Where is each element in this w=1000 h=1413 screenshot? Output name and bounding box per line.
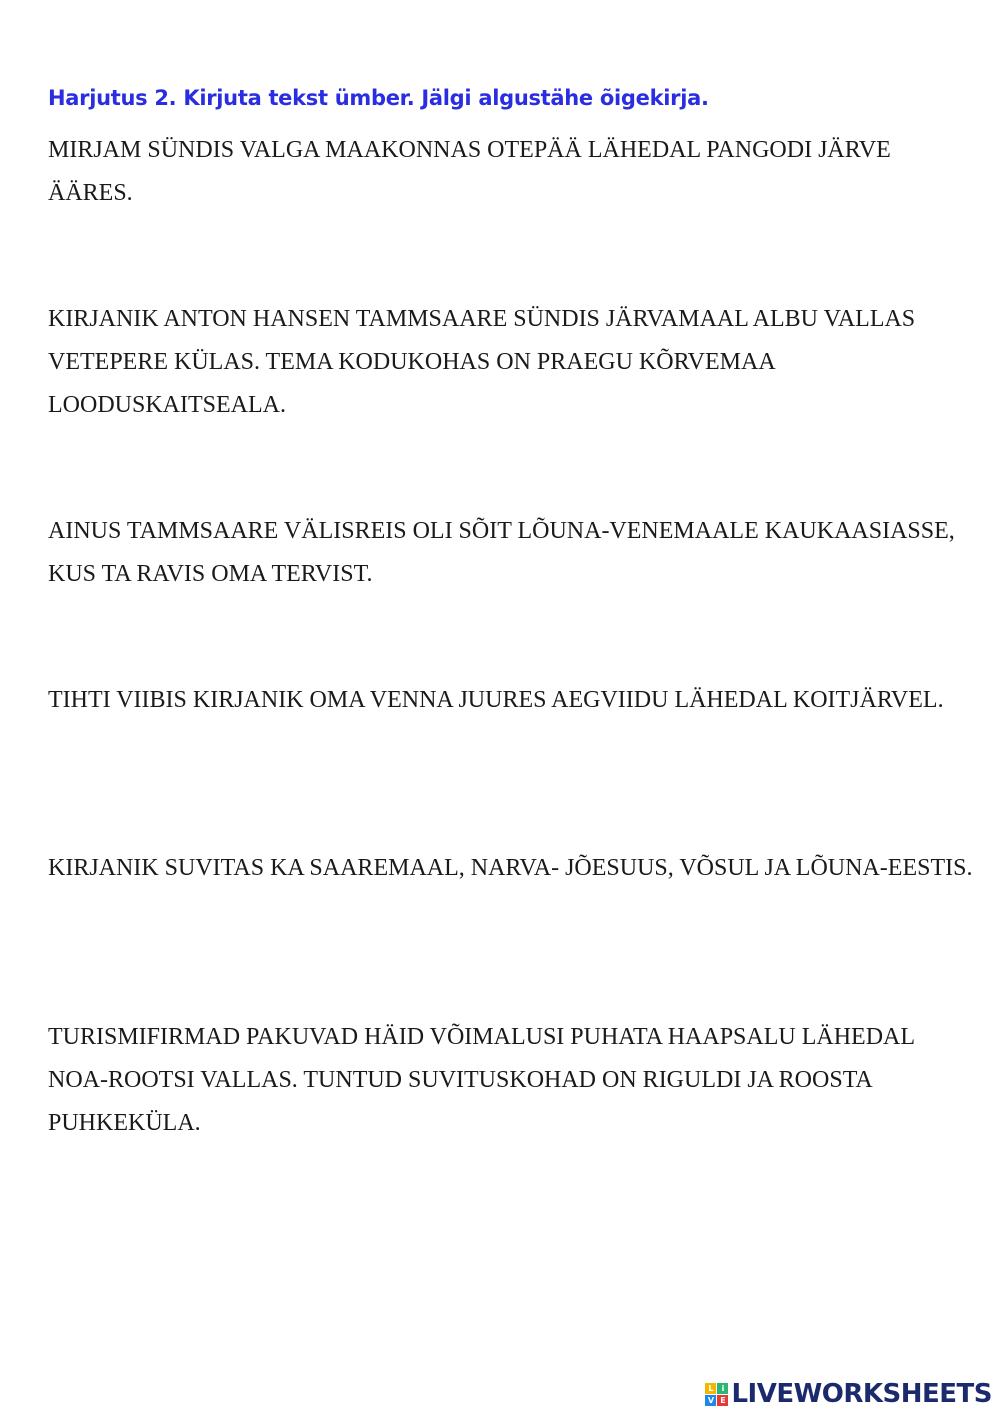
exercise-heading: Harjutus 2. Kirjuta tekst ümber. Jälgi algustähe õigekirja. — [48, 86, 709, 110]
paragraph-5: KIRJANIK SUVITAS KA SAAREMAAL, NARVA- JÕESUUS, VÕSUL JA LÕUNA-EESTIS. — [48, 855, 973, 881]
brand-name: LIVEWORKSHEETS — [731, 1379, 992, 1409]
logo-letter-l: L — [705, 1383, 716, 1394]
paragraph-3: AINUS TAMMSAARE VÄLISREIS OLI SÕIT LÕUNA-VENEMAALE KAUKAASIASSE, KUS TA RAVIS OMA TERVIST. — [48, 518, 955, 587]
paragraph-1: MIRJAM SÜNDIS VALGA MAAKONNAS OTEPÄÄ LÄHEDAL PANGODI JÄRVE ÄÄRES. — [48, 137, 891, 206]
liveworksheets-logo-icon — [705, 1383, 728, 1406]
paragraph-2: KIRJANIK ANTON HANSEN TAMMSAARE SÜNDIS JÄRVAMAAL ALBU VALLAS VETEPERE KÜLAS. TEMA KODUKOHAS ON PRAEGU KÕRVEMAA LOODUSKAITSEALA. — [48, 306, 916, 418]
liveworksheets-logo — [705, 1379, 992, 1409]
paragraph-6: TURISMIFIRMAD PAKUVAD HÄID VÕIMALUSI PUHATA HAAPSALU LÄHEDAL NOA-ROOTSI VALLAS. TUNTUD SUVITUSKOHAD ON RIGULDI JA ROOSTA PUHKEKÜLA. — [48, 1024, 915, 1136]
logo-letter-i: i — [717, 1383, 728, 1394]
logo-letter-v: V — [705, 1395, 716, 1406]
logo-letter-e: E — [717, 1395, 728, 1406]
paragraph-4: TIHTI VIIBIS KIRJANIK OMA VENNA JUURES AEGVIIDU LÄHEDAL KOITJÄRVEL. — [48, 687, 944, 713]
